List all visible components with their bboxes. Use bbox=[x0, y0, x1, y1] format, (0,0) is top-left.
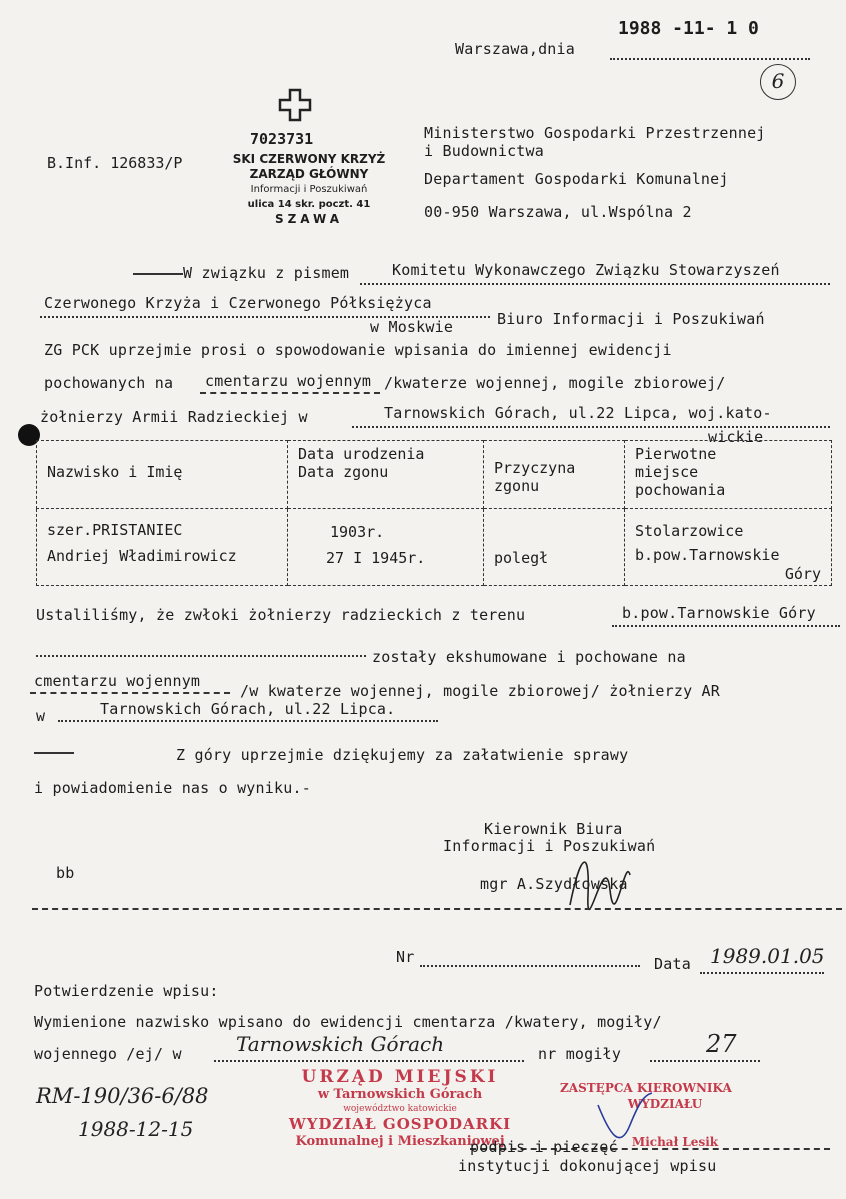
body-line4-fill: cmentarzu wojennym bbox=[205, 372, 372, 390]
deputy-stamp-line: ZASTĘPCA KIEROWNIKA bbox=[560, 1081, 732, 1095]
addressee-line: 00-950 Warszawa, ul.Wspólna 2 bbox=[424, 203, 692, 221]
fill-dash bbox=[200, 392, 380, 394]
cell-place-3: Góry bbox=[784, 565, 821, 583]
signature-title-2: Informacji i Poszukiwań bbox=[443, 837, 656, 855]
body-line5-pre: żołnierzy Armii Radzieckiej w bbox=[40, 408, 308, 426]
handwritten-reference: RM-190/36-6/88 bbox=[36, 1084, 209, 1108]
nr-label: Nr bbox=[396, 948, 415, 966]
pck-stamp-line: SKI CZERWONY KRZYŻ bbox=[232, 152, 386, 166]
date-dots bbox=[610, 58, 810, 60]
header-cause: Przyczyna zgonu bbox=[484, 441, 625, 509]
cell-place bbox=[625, 509, 832, 586]
cell-place-1: Stolarzowice bbox=[635, 522, 744, 540]
typist-initials: bb bbox=[56, 864, 75, 882]
table-header-row bbox=[37, 441, 832, 509]
date-label: Warszawa,dnia bbox=[455, 40, 575, 58]
header-place: Pierwotne miejsce pochowania bbox=[625, 441, 832, 509]
pck-stamp-line: SZAWA bbox=[274, 212, 344, 226]
fill-dots bbox=[36, 655, 366, 657]
handwritten-date: 1988-12-15 bbox=[78, 1117, 194, 1141]
body-line5-fill: Tarnowskich Górach, ul.22 Lipca, woj.kato- bbox=[384, 404, 772, 422]
header-name: Nazwisko i Imię bbox=[37, 441, 288, 509]
grave-number: 27 bbox=[706, 1030, 737, 1058]
circled-number: 6 bbox=[760, 64, 796, 100]
deputy-stamp-line: Michał Lesik bbox=[631, 1135, 719, 1149]
stamp-number: 7023731 bbox=[250, 130, 314, 148]
findings-line1-pre: Ustaliliśmy, że zwłoki żołnierzy radzieckich z terenu bbox=[36, 606, 526, 624]
confirmation-line1: Wymienione nazwisko wpisano do ewidencji cmentarza /kwatery, mogiły/ bbox=[34, 1013, 662, 1031]
body-line4-post: /kwaterze wojennej, mogile zbiorowej/ bbox=[384, 374, 726, 392]
indent-dash bbox=[133, 273, 183, 275]
fill-dots bbox=[650, 1060, 760, 1062]
addressee-line: i Budownictwa bbox=[424, 142, 544, 160]
sign-label: podpis i pieczęć bbox=[470, 1138, 618, 1156]
findings-line3-fill: cmentarzu wojennym bbox=[34, 672, 201, 690]
fill-dots bbox=[360, 283, 830, 285]
data-value: 1989.01.05 bbox=[710, 944, 825, 968]
findings-line4-pre: w bbox=[36, 707, 46, 725]
table-row bbox=[37, 509, 832, 586]
pck-stamp-line: Informacji i Poszukiwań bbox=[250, 184, 368, 195]
cell-birth: 1903r. bbox=[330, 523, 385, 541]
body-line3: ZG PCK uprzejmie prosi o spowodowanie wpisania do imiennej ewidencji bbox=[44, 341, 672, 359]
signature-name: mgr A.Szydłowska bbox=[480, 875, 628, 893]
date-stamp: 1988 -11- 1 0 bbox=[618, 18, 759, 39]
red-cross-icon bbox=[278, 88, 312, 122]
nr-dots bbox=[420, 965, 640, 967]
burial-table bbox=[36, 440, 832, 586]
closing-line1: Z góry uprzejmie dziękujemy za załatwienie sprawy bbox=[176, 746, 629, 764]
confirmation-line2-mid: nr mogiły bbox=[538, 1045, 622, 1063]
confirmation-title: Potwierdzenie wpisu: bbox=[34, 982, 219, 1000]
cell-name bbox=[37, 509, 288, 586]
fill-dash bbox=[30, 692, 230, 694]
fill-dots bbox=[612, 625, 840, 627]
body-line2-fill: Czerwonego Krzyża i Czerwonego Półksiężyca bbox=[44, 294, 432, 312]
pck-stamp-line: ulica 14 skr. poczt. 41 bbox=[247, 199, 371, 210]
body-line2-post: Biuro Informacji i Poszukiwań bbox=[497, 310, 765, 328]
data-label: Data bbox=[654, 955, 691, 973]
cell-dates bbox=[288, 509, 484, 586]
signature-title-1: Kierownik Biura bbox=[484, 820, 623, 838]
body-line2-sub: w Moskwie bbox=[370, 318, 454, 336]
deputy-stamp-line: WYDZIAŁU bbox=[627, 1097, 703, 1111]
pck-stamp bbox=[214, 152, 404, 227]
fill-dots bbox=[214, 1060, 524, 1062]
sign-label-2: instytucji dokonującej wpisu bbox=[458, 1157, 717, 1175]
findings-line3-post: /w kwaterze wojennej, mogile zbiorowej/ żołnierzy AR bbox=[240, 682, 720, 700]
office-stamp-line: URZĄD MIEJSKI bbox=[301, 1067, 499, 1087]
fill-dots bbox=[58, 720, 438, 722]
findings-line1-fill: b.pow.Tarnowskie Góry bbox=[622, 604, 816, 622]
office-stamp-line: WYDZIAŁ GOSPODARKI bbox=[288, 1115, 512, 1133]
cell-place-2: b.pow.Tarnowskie bbox=[635, 546, 780, 564]
handwritten-place: Tarnowskich Górach bbox=[236, 1032, 445, 1056]
body-line4-pre: pochowanych na bbox=[44, 374, 174, 392]
reference-number: B.Inf. 126833/P bbox=[47, 154, 183, 172]
addressee-line: Departament Gospodarki Komunalnej bbox=[424, 170, 729, 188]
section-divider bbox=[32, 908, 842, 910]
confirmation-line2-pre: wojennego /ej/ w bbox=[34, 1045, 182, 1063]
office-stamp-line: w Tarnowskich Górach bbox=[317, 1087, 483, 1102]
cell-name-2: Andriej Władimirowicz bbox=[47, 547, 237, 565]
findings-line2-post: zostały ekshumowane i pochowane na bbox=[372, 648, 686, 666]
closing-line2: i powiadomienie nas o wyniku.- bbox=[34, 779, 311, 797]
handwritten-signature bbox=[560, 835, 640, 915]
body-line5-cont: wickie bbox=[708, 428, 764, 446]
findings-line4-fill: Tarnowskich Górach, ul.22 Lipca. bbox=[100, 700, 396, 718]
indent-dash bbox=[34, 752, 74, 754]
cell-name-1: szer.PRISTANIEC bbox=[47, 521, 183, 539]
addressee-line: Ministerstwo Gospodarki Przestrzennej bbox=[424, 124, 766, 142]
data-dots bbox=[700, 972, 824, 974]
body-line1-fill: Komitetu Wykonawczego Związku Stowarzyszeń bbox=[392, 261, 780, 279]
office-stamp-line: Komunalnej i Mieszkaniowej bbox=[295, 1134, 505, 1149]
office-stamp-line: województwo katowickie bbox=[343, 1104, 457, 1114]
cell-cause: poległ bbox=[484, 509, 625, 586]
cell-death: 27 I 1945r. bbox=[326, 549, 426, 567]
pck-stamp-line: ZARZĄD GŁÓWNY bbox=[249, 167, 369, 181]
body-line1-pre: W związku z pismem bbox=[183, 264, 350, 282]
header-dates: Data urodzenia Data zgonu bbox=[288, 441, 484, 509]
